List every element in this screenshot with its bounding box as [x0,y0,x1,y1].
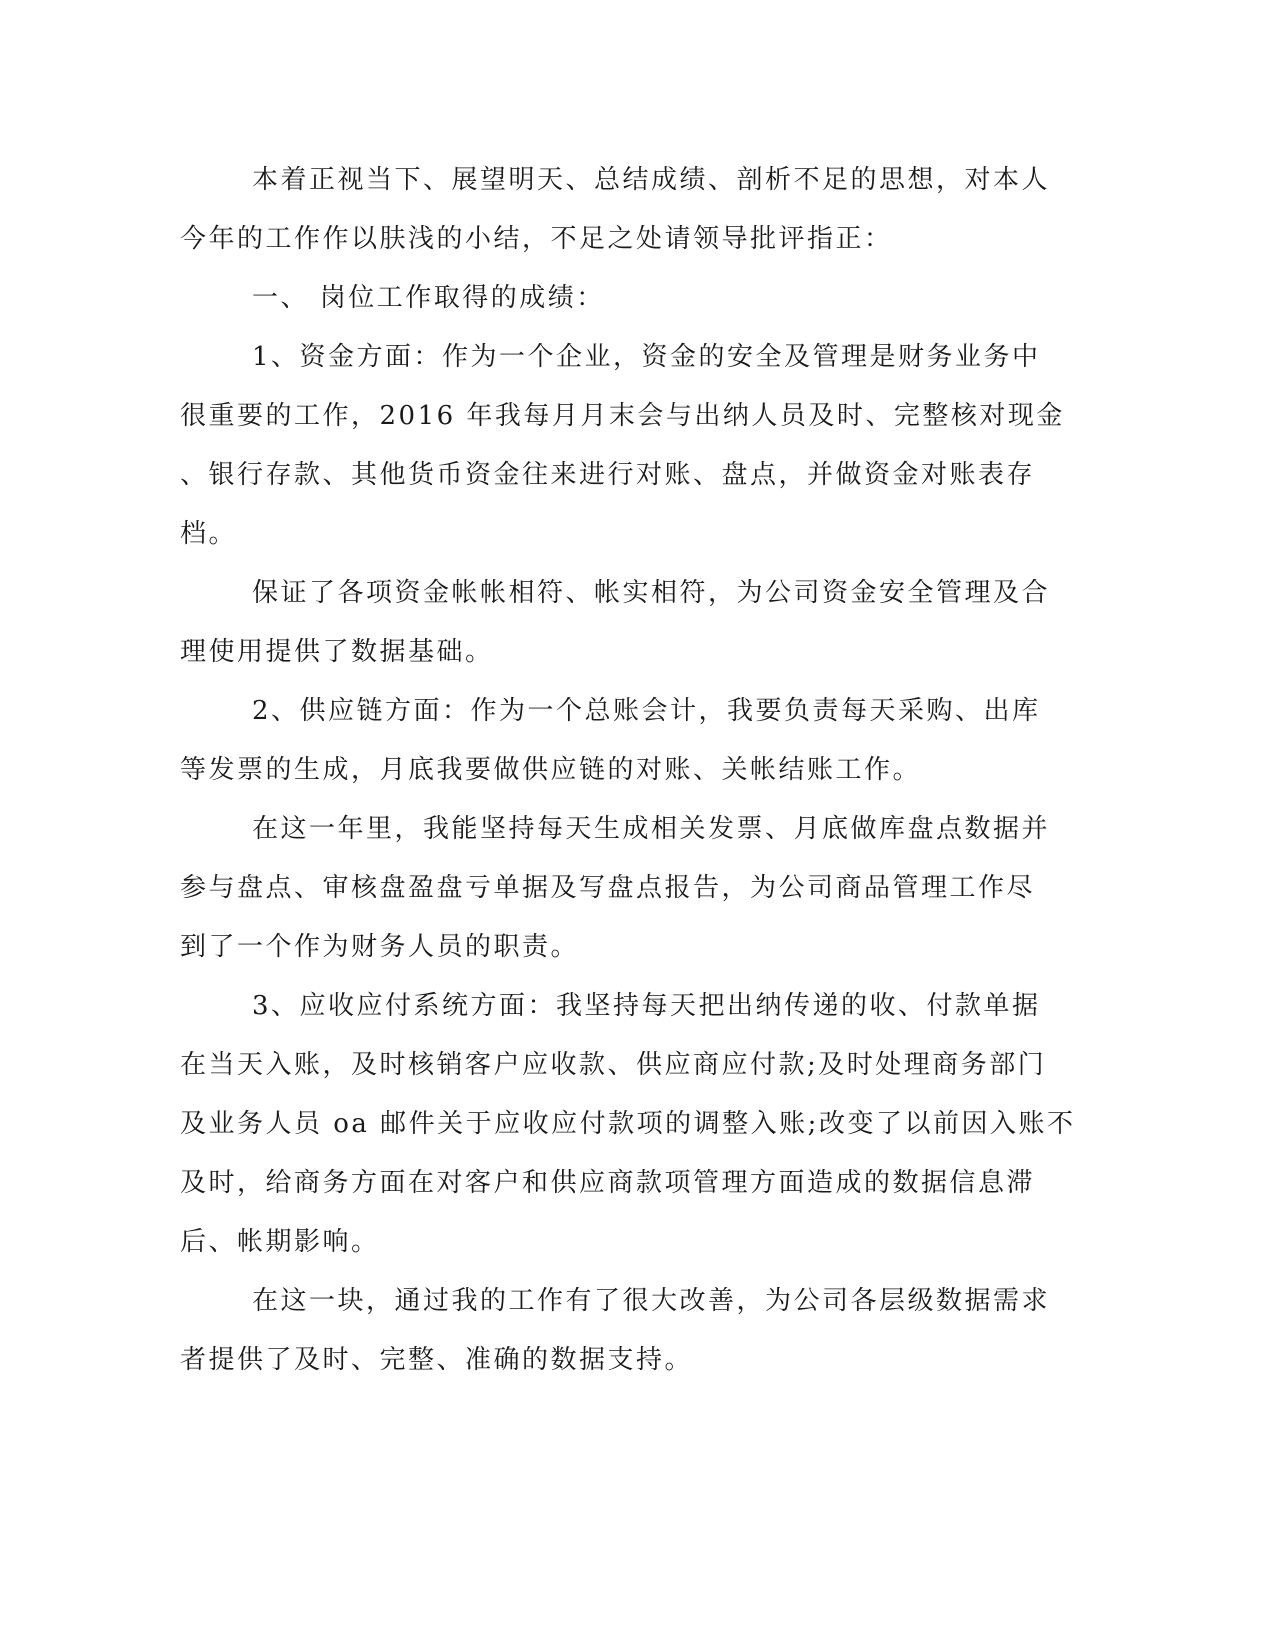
paragraph-funds [180,328,1065,564]
text-line: 到了一个作为财务人员的职责。 [180,932,580,962]
document-body [180,151,1076,1390]
text-line: 本着正视当下、展望明天、总结成绩、剖析不足的思想，对本人 [252,165,1051,195]
text-line: 、银行存款、其他货币资金往来进行对账、盘点，并做资金对账表存 [180,460,1036,490]
section-heading [180,269,1045,328]
text-line: 及业务人员 oa 邮件关于应收应付款项的调整入账;改变了以前因入账不 [180,1109,1076,1139]
text-line: 参与盘点、审核盘盈盘亏单据及写盘点报告，为公司商品管理工作尽 [180,873,1036,903]
text-line: 1、资金方面：作为一个企业，资金的安全及管理是财务业务中 [252,342,1041,372]
text-line: 者提供了及时、完整、准确的数据支持。 [180,1345,694,1375]
paragraph-supply-chain-result [180,800,1051,977]
paragraph-receivables [180,977,1076,1272]
text-line: 后、帐期影响。 [180,1227,380,1257]
text-line: 一、 岗位工作取得的成绩： [252,283,605,313]
paragraph-funds-result [180,564,1051,682]
text-line: 等发票的生成，月底我要做供应链的对账、关帐结账工作。 [180,755,922,785]
text-line: 很重要的工作，2016 年我每月月末会与出纳人员及时、完整核对现金 [180,401,1065,431]
paragraph-receivables-result [180,1272,1051,1390]
text-line: 及时，给商务方面在对客户和供应商款项管理方面造成的数据信息滞 [180,1168,1036,1198]
text-line: 在这一块，通过我的工作有了很大改善，为公司各层级数据需求 [252,1286,1051,1316]
paragraph-intro [180,151,1051,269]
text-line: 档。 [180,519,238,549]
text-line: 2、供应链方面：作为一个总账会计，我要负责每天采购、出库 [252,696,1041,726]
text-line: 今年的工作作以肤浅的小结，不足之处请领导批评指正： [180,224,893,254]
text-line: 在这一年里，我能坚持每天生成相关发票、月底做库盘点数据并 [252,814,1051,844]
text-line: 理使用提供了数据基础。 [180,637,494,667]
paragraph-supply-chain [180,682,1045,800]
text-line: 保证了各项资金帐帐相符、帐实相符，为公司资金安全管理及合 [252,578,1051,608]
text-line: 3、应收应付系统方面：我坚持每天把出纳传递的收、付款单据 [252,991,1041,1021]
text-line: 在当天入账，及时核销客户应收款、供应商应付款;及时处理商务部门 [180,1050,1047,1080]
